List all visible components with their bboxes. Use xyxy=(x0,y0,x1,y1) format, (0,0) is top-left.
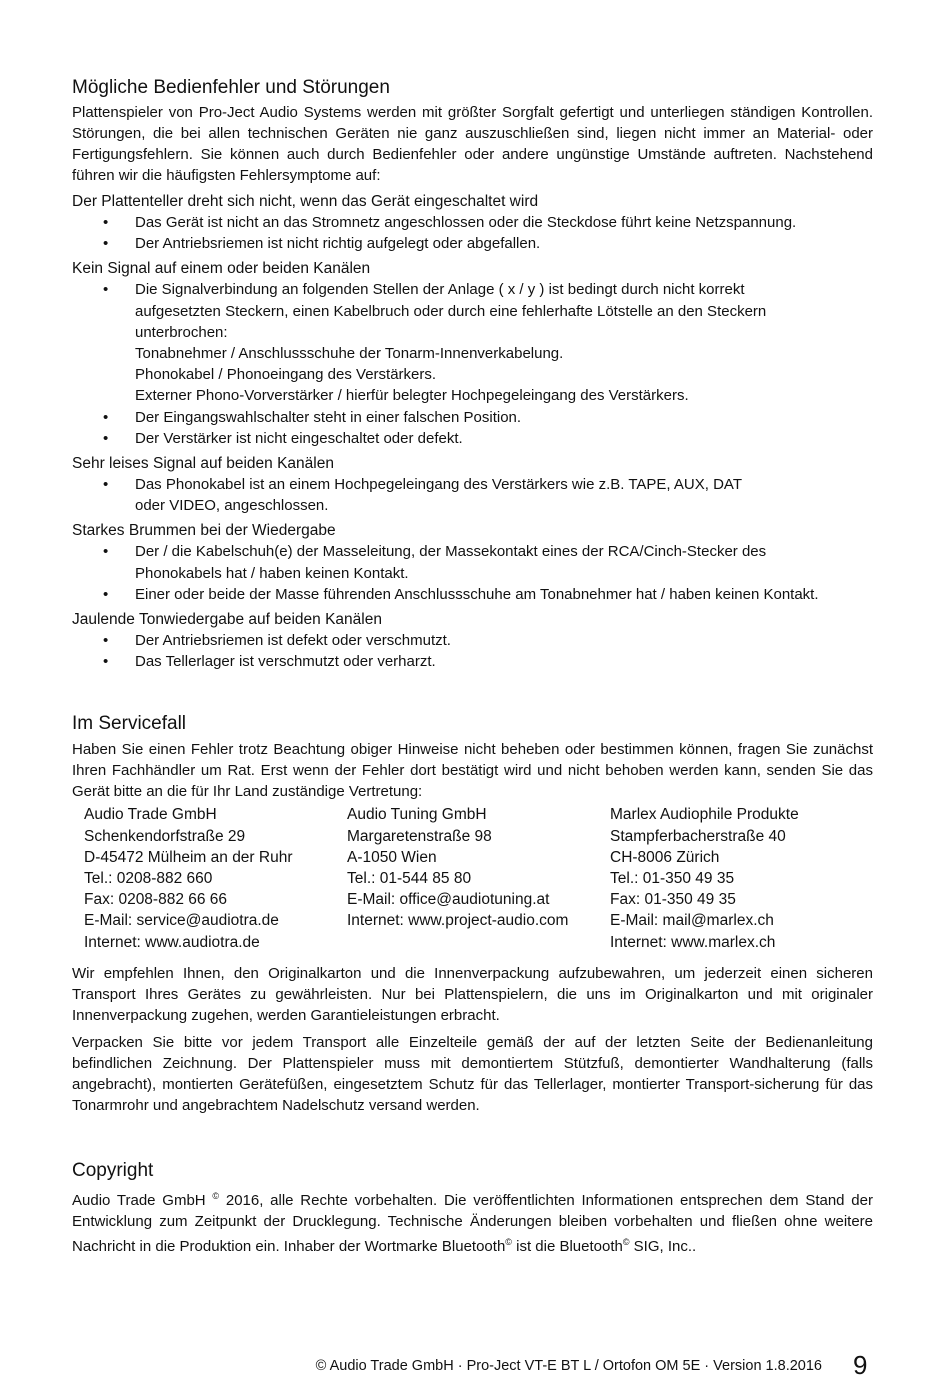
troubleshooting-intro: Plattenspieler von Pro-Ject Audio Systems werden mit größter Sorgfalt gefertigt und unterliegen ständigen Kontrollen. Störungen, die bei allen technischen Geräten nie ganz auszuschließen sind, liegen nicht immer an Material- oder Fertigungsfehlern. Sie können auch durch Bedienfehler oder andere ungünstige Umstände auftreten. Nachstehend führen wir die häufigsten Fehlersymptome auf: xyxy=(72,104,873,184)
problem-title: Jaulende Tonwiedergabe auf beiden Kanälen xyxy=(72,611,382,629)
bullet-icon: • xyxy=(103,476,109,494)
list-item: • Der Eingangswahlschalter steht in einer falschen Position. xyxy=(72,407,873,428)
bullet-list xyxy=(72,541,873,605)
list-item: • Das Tellerlager ist verschmutzt oder verharzt. xyxy=(72,651,873,672)
bullet-list xyxy=(72,279,873,449)
page-footer: © Audio Trade GmbH · Pro-Ject VT-E BT L / Ortofon OM 5E · Version 1.8.2016 xyxy=(315,1358,822,1374)
copyright-paragraph: Audio Trade GmbH © 2016, alle Rechte vorbehalten. Die veröffentlichten Informationen entsprechen dem Stand der Entwicklung zum Zeitpunkt der Drucklegung. Technische Änderungen bleiben vorbehalten und fließen ohne weitere Nachricht in die Produktion ein. Inhaber der Wortmarke Bluetooth© ist die Bluetooth© SIG, Inc.. xyxy=(72,1190,873,1255)
address-block xyxy=(72,804,873,952)
problem-title: Starkes Brummen bei der Wiedergabe xyxy=(72,522,336,540)
problem-title: Der Plattenteller dreht sich nicht, wenn das Gerät eingeschaltet wird xyxy=(72,193,539,210)
bullet-icon: • xyxy=(103,214,109,231)
list-item: • Der / die Kabelschuh(e) der Masseleitung, der Massekontakt eines der RCA/Cinch-Stecker des Phonokabels hat / haben keinen Kontakt. xyxy=(103,543,767,582)
address-austria: Audio Tuning GmbH Margaretenstraße 98 A-1050 Wien Tel.: 01-544 85 80 E-Mail: office@audiotuning.at Internet: www.project-audio.com xyxy=(347,806,569,930)
bullet-list xyxy=(72,630,873,672)
list-item: • Einer oder beide der Masse führenden Anschlussschuhe am Tonabnehmer hat / haben keinen Kontakt. xyxy=(72,584,873,605)
bullet-list xyxy=(72,474,873,516)
address-germany: Audio Trade GmbH Schenkendorfstraße 29 D-45472 Mülheim an der Ruhr Tel.: 0208-882 660 Fax: 0208-882 66 66 E-Mail: service@audiotra.de Internet: www.audiotra.de xyxy=(84,806,293,951)
bullet-icon: • xyxy=(103,653,109,671)
list-item: • Der Antriebsriemen ist nicht richtig aufgelegt oder abgefallen. xyxy=(72,233,873,254)
bullet-icon: • xyxy=(103,408,109,426)
list-item: • Die Signalverbindung an folgenden Stellen der Anlage ( x / y ) ist bedingt durch nicht korrekt aufgesetzten Steckern, einen Kabelbruch oder durch eine fehlerhafte Lötstelle an den Steckern unterbrochen: Tonabnehmer / Anschlussschuhe der Tonarm-Innenverkabelung. Phonokabel / Phonoeingang des Verstärkers. Externer Phono-Vorverstärker / hierfür belegter Hochpegeleingang des Verstärkers. xyxy=(103,281,767,405)
list-item: • Das Phonokabel ist an einem Hochpegeleingang des Verstärkers wie z.B. TAPE, AUX, DAT oder VIDEO, angeschlossen. xyxy=(103,476,742,515)
service-intro: Haben Sie einen Fehler trotz Beachtung obiger Hinweise nicht beheben oder bestimmen können, fragen Sie zunächst Ihren Fachhändler um Rat. Erst wenn der Fehler dort bestätigt wird und nicht behoben werden kann, senden Sie das Gerät bitte an die für Ihr Land zuständige Vertretung: xyxy=(72,741,873,801)
list-item: • Der Antriebsriemen ist defekt oder verschmutzt. xyxy=(72,630,873,651)
transport-paragraph: Verpacken Sie bitte vor jedem Transport alle Einzelteile gemäß der auf der letzten Seite der Bedienanleitung befindlichen Zeichnung. Der Plattenspieler muss mit demontiertem Stützfuß, demontierter Wandhalterung (falls angebracht), montierten Gerätefüßen, eingesetztem Schutz für das Tellerlager, montierter Transport-sicherung für das Tonarmrohr und angebrachtem Nadelschutz versand werden. xyxy=(72,1033,873,1114)
document-page xyxy=(72,0,873,1257)
bullet-icon: • xyxy=(103,235,109,253)
page-number: 9 xyxy=(853,1350,868,1380)
packaging-paragraph: Wir empfehlen Ihnen, den Originalkarton und die Innenverpackung aufzubewahren, um jederzeit einen sicheren Transport Ihres Gerätes zu gewährleisten. Nur bei Plattenspielern, die uns im Originalkarton und mit originaler Innenverpackung zugehen, werden Garantieleistungen erbracht. xyxy=(72,964,873,1024)
heading-troubleshooting: Mögliche Bedienfehler und Störungen xyxy=(72,77,390,98)
problem-title: Sehr leises Signal auf beiden Kanälen xyxy=(72,455,334,473)
bullet-icon: • xyxy=(103,632,109,650)
problem-title: Kein Signal auf einem oder beiden Kanälen xyxy=(72,260,371,278)
address-switzerland: Marlex Audiophile Produkte Stampferbacherstraße 40 CH-8006 Zürich Tel.: 01-350 49 35 Fax: 01-350 49 35 E-Mail: mail@marlex.ch Internet: www.marlex.ch xyxy=(610,806,799,951)
bullet-icon: • xyxy=(103,543,109,561)
bullet-icon: • xyxy=(103,585,109,603)
bullet-list xyxy=(72,212,873,254)
list-item: • Der Verstärker ist nicht eingeschaltet oder defekt. xyxy=(72,428,873,449)
heading-copyright: Copyright xyxy=(72,1159,154,1181)
bullet-icon: • xyxy=(103,429,109,447)
bullet-icon: • xyxy=(103,281,109,299)
heading-service: Im Servicefall xyxy=(72,713,187,735)
list-item: • Das Gerät ist nicht an das Stromnetz angeschlossen oder die Steckdose führt keine Netzspannung. xyxy=(72,212,873,233)
